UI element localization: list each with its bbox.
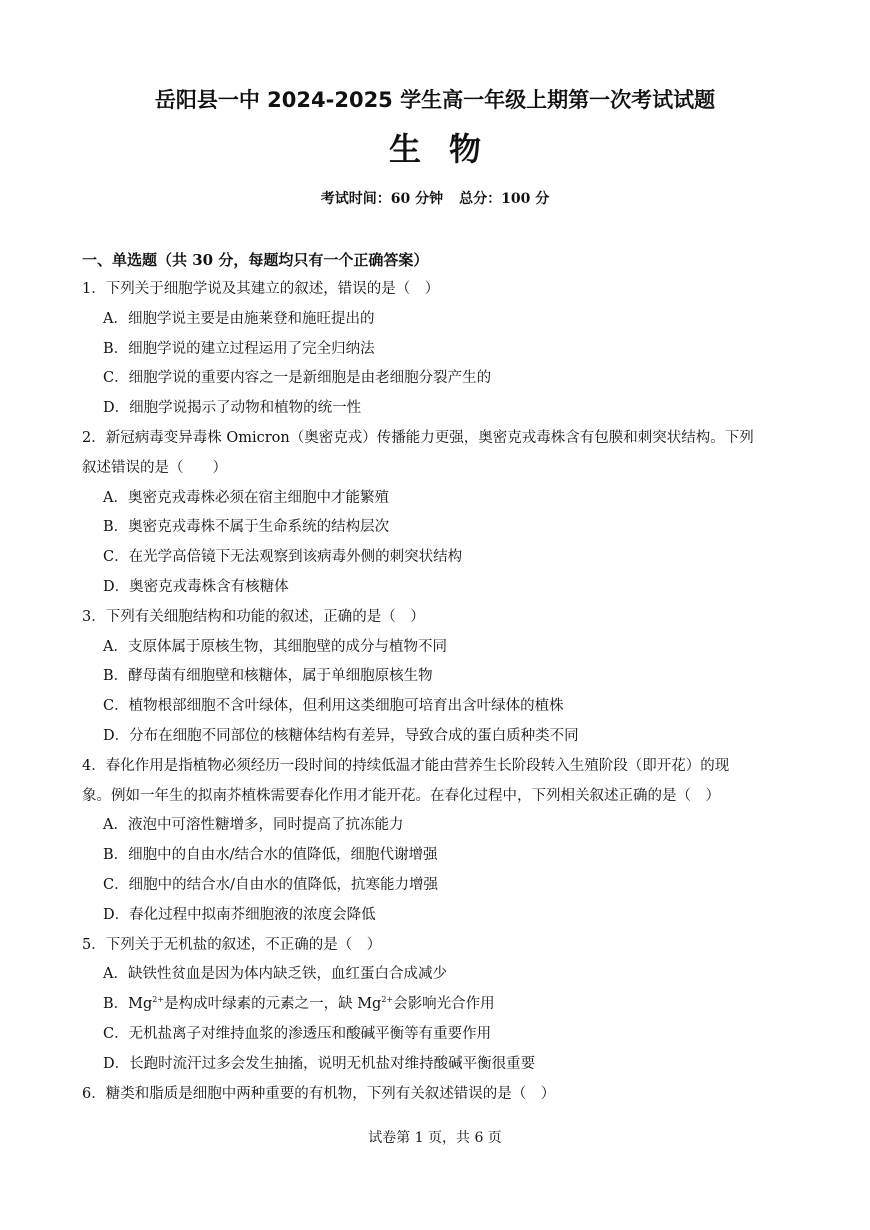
ion-charge: 2+ bbox=[381, 995, 394, 1005]
question-6 bbox=[82, 1080, 792, 1110]
question-stem: 6．糖类和脂质是细胞中两种重要的有机物，下列有关叙述错误的是（ ） bbox=[82, 1085, 556, 1102]
ion-charge: 2+ bbox=[152, 995, 165, 1005]
question-stem: 2．新冠病毒变异毒株 Omicron（奥密克戎）传播能力更强，奥密克戎毒株含有包膜和刺突状结构。下列 bbox=[82, 429, 754, 446]
option-d: D．分布在细胞不同部位的核糖体结构有差异，导致合成的蛋白质种类不同 bbox=[103, 727, 579, 744]
question-4 bbox=[82, 752, 792, 931]
question-2 bbox=[82, 424, 792, 603]
exam-info bbox=[0, 188, 870, 208]
option-b-text: 会影响光合作用 bbox=[393, 996, 495, 1013]
option-b-text: 是构成叶绿素的元素之一，缺 Mg bbox=[164, 996, 382, 1013]
option-b: B．奥密克戎毒株不属于生命系统的结构层次 bbox=[103, 519, 390, 536]
option-b: B．细胞中的自由水/结合水的值降低，细胞代谢增强 bbox=[103, 847, 438, 864]
section-title: 一、单选题（共 30 分，每题均只有一个正确答案） bbox=[82, 251, 429, 269]
option-a: A．缺铁性贫血是因为体内缺乏铁，血红蛋白合成减少 bbox=[103, 966, 447, 983]
option-b: B．细胞学说的建立过程运用了完全归纳法 bbox=[103, 340, 375, 357]
question-stem: 1．下列关于细胞学说及其建立的叙述，错误的是（ ） bbox=[82, 281, 440, 297]
exam-time: 考试时间：60 分钟 bbox=[320, 191, 444, 207]
option-a: A．奥密克戎毒株必须在宿主细胞中才能繁殖 bbox=[103, 489, 389, 506]
question-stem: 3．下列有关细胞结构和功能的叙述，正确的是（ ） bbox=[82, 608, 425, 625]
option-d: D．细胞学说揭示了动物和植物的统一性 bbox=[103, 400, 362, 417]
option-c: C．无机盐离子对维持血浆的渗透压和酸碱平衡等有重要作用 bbox=[103, 1025, 492, 1042]
question-stem: 4．春化作用是指植物必须经历一段时间的持续低温才能由营养生长阶段转入生殖阶段（即开花）的现 bbox=[82, 757, 730, 774]
question-stem-continued: 象。例如一年生的拟南芥植株需要春化作用才能开花。在春化过程中，下列相关叙述正确的是（ ） bbox=[82, 787, 720, 804]
option-c: C．细胞中的结合水/自由水的值降低，抗寒能力增强 bbox=[103, 876, 438, 893]
option-a: A．液泡中可溶性糖增多，同时提高了抗冻能力 bbox=[103, 817, 404, 834]
subject-title: 生物 bbox=[388, 130, 509, 168]
option-d: D．春化过程中拟南芥细胞液的浓度会降低 bbox=[103, 906, 376, 923]
option-d: D．奥密克戎毒株含有核糖体 bbox=[103, 578, 289, 595]
exam-content bbox=[82, 245, 792, 1109]
page-footer: 试卷第 1 页，共 6 页 bbox=[368, 1130, 502, 1146]
question-stem-continued: 叙述错误的是（ ） bbox=[82, 459, 227, 476]
exam-total-score: 总分：100 分 bbox=[459, 191, 550, 207]
question-1 bbox=[82, 275, 792, 424]
option-a: A．细胞学说主要是由施莱登和施旺提出的 bbox=[103, 310, 375, 327]
question-3 bbox=[82, 603, 792, 752]
option-c: C．细胞学说的重要内容之一是新细胞是由老细胞分裂产生的 bbox=[103, 370, 492, 387]
question-5 bbox=[82, 931, 792, 1080]
question-stem: 5．下列关于无机盐的叙述，不正确的是（ ） bbox=[82, 936, 382, 953]
option-b: B．酵母菌有细胞壁和核糖体，属于单细胞原核生物 bbox=[103, 668, 433, 685]
option-a: A．支原体属于原核生物，其细胞壁的成分与植物不同 bbox=[103, 638, 447, 655]
option-b-text: B．Mg bbox=[103, 996, 153, 1013]
option-d: D．长跑时流汗过多会发生抽搐，说明无机盐对维持酸碱平衡很重要 bbox=[103, 1055, 536, 1072]
exam-title: 岳阳县一中 2024-2025 学生高一年级上期第一次考试试题 bbox=[154, 88, 716, 112]
option-c: C．在光学高倍镜下无法观察到该病毒外侧的刺突状结构 bbox=[103, 549, 463, 566]
option-b bbox=[82, 990, 792, 1020]
option-c: C．植物根部细胞不含叶绿体，但利用这类细胞可培育出含叶绿体的植株 bbox=[103, 698, 564, 715]
